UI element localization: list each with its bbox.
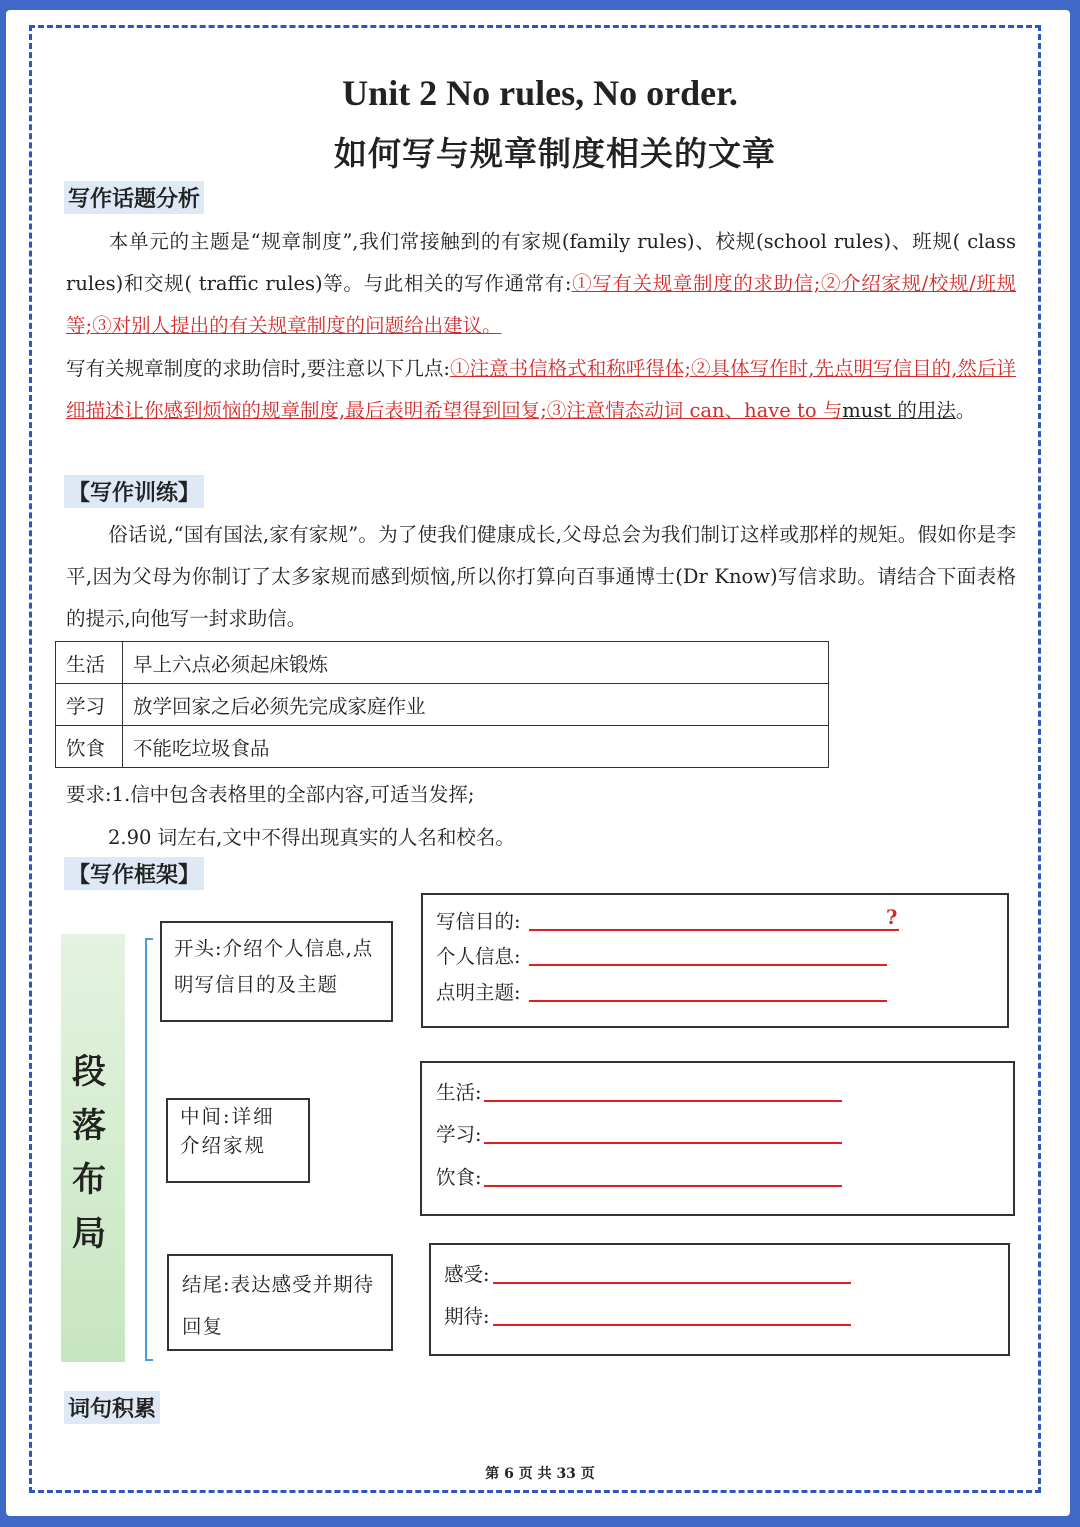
ending-label: 结尾:表达感受并期待回复 [182,1273,375,1338]
answer-line[interactable] [493,1324,851,1326]
section-heading-analysis: 写作话题分析 [64,181,204,214]
table-value: 早上六点必须起床锻炼 [123,642,829,684]
page-title-english: Unit 2 No rules, No order. [342,73,738,113]
section-heading-framework: 【写作框架】 [64,857,204,890]
opening-box [160,921,393,1022]
analysis-p2-red: ①注意书信格式和称呼得体;②具体写作时,先点明写信目的,然后详细描述让你感到烦恼的规章制度,最后表明希望得到回复;③注意情态动词 can、have to 与 [66,357,1016,422]
side-char: 布 [72,1160,106,1200]
fill-label: 感受: [444,1263,490,1286]
answer-line[interactable] [493,1282,851,1284]
table-key: 学习 [56,684,123,726]
answer-line[interactable] [529,929,899,931]
table-row [56,684,829,726]
section-heading-vocab: 词句积累 [64,1391,160,1424]
fill-label: 学习: [436,1123,482,1146]
section-heading-training: 【写作训练】 [64,475,204,508]
table-row [56,642,829,684]
fill-label: 个人信息: [436,945,521,968]
answer-line[interactable] [484,1185,842,1187]
ending-box [167,1254,393,1351]
fill-label: 写信目的: [436,910,521,933]
analysis-p1-text: 本单元的主题是“规章制度”,我们常接触到的有家规(family rules)、校规(school rules)、班规( class rules)和交规( traffic rules)等。与此相关的写作通常有: [66,230,1016,295]
fill-label: 期待: [444,1305,490,1328]
fill-label: 生活: [436,1081,482,1104]
fill-label: 饮食: [436,1166,482,1189]
table-key: 生活 [56,642,123,684]
table-value: 不能吃垃圾食品 [123,726,829,768]
answer-line[interactable] [529,964,887,966]
answer-line[interactable] [529,1000,887,1002]
answer-line[interactable] [484,1142,842,1144]
analysis-p2-underlined: must 的用法 [842,399,956,422]
opening-label: 开头:介绍个人信息,点明写信目的及主题 [174,937,374,996]
side-char: 局 [72,1214,106,1254]
bracket-tick [145,1359,153,1361]
side-char: 落 [72,1106,106,1146]
analysis-p2-end: 。 [955,399,976,422]
analysis-paragraph-2 [66,348,1016,432]
requirement-2: 2.90 词左右,文中不得出现真实的人名和校名。 [108,826,515,849]
table-row [56,726,829,768]
answer-line[interactable] [484,1100,842,1102]
table-value: 放学回家之后必须先完成家庭作业 [123,684,829,726]
page-number: 第 6 页 共 33 页 [485,1466,595,1482]
bracket-line [145,938,147,1360]
question-mark: ? [886,906,898,929]
training-prompt-text: 俗话说,“国有国法,家有家规”。为了使我们健康成长,父母总会为我们制订这样或那样的规矩。假如你是李平,因为父母为你制订了太多家规而感到烦恼,所以你打算向百事通博士(Dr Know)写信求助。请结合下面表格的提示,向他写一封求助信。 [66,523,1016,630]
middle-label: 中间:详细介绍家规 [180,1105,275,1157]
analysis-paragraph-1 [66,221,1016,347]
page-title-chinese: 如何写与规章制度相关的文章 [334,134,776,173]
training-prompt [66,514,1016,640]
analysis-p1-red: ①写有关规章制度的求助信;②介绍家规/校规/班规等;③对别人提出的有关规章制度的问题给出建议。 [66,272,1016,337]
ending-fill-box [429,1243,1010,1356]
table-key: 饮食 [56,726,123,768]
rules-table [55,641,829,768]
requirement-1: 要求:1.信中包含表格里的全部内容,可适当发挥; [66,783,475,806]
layout-side-panel [61,934,125,1362]
bracket-tick [145,938,153,940]
fill-label: 点明主题: [436,981,521,1004]
middle-box [166,1098,310,1183]
side-char: 段 [72,1052,106,1092]
middle-fill-box [420,1061,1015,1216]
analysis-p2-text: 写有关规章制度的求助信时,要注意以下几点: [66,357,450,380]
